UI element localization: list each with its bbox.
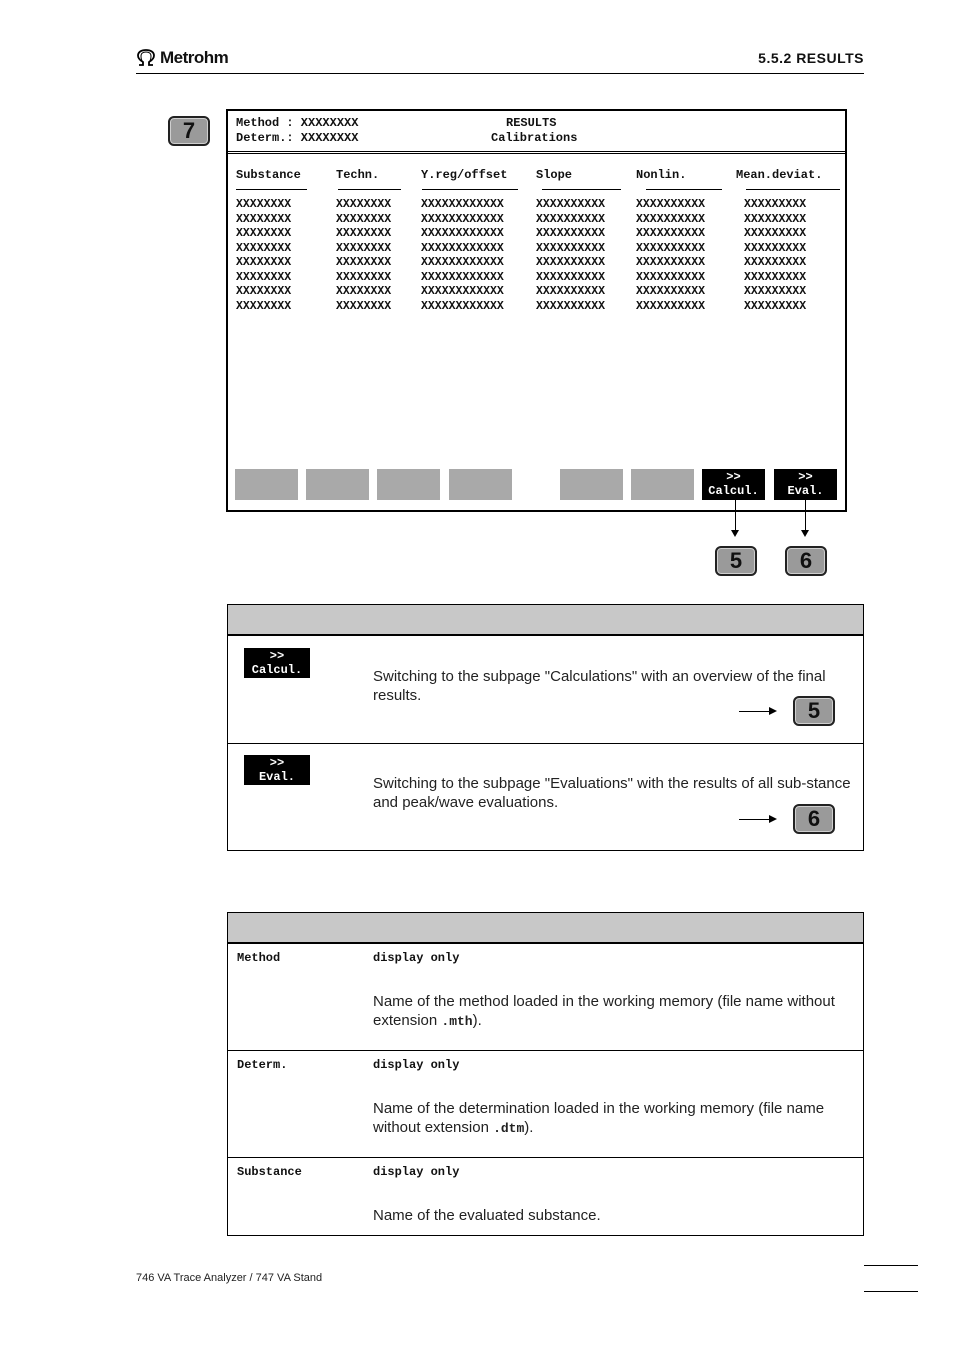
- key-line2: Eval.: [258, 770, 295, 784]
- cell: XXXXXXXXXX: [636, 241, 706, 255]
- softkey-calcul-line2: Calcul.: [708, 484, 759, 498]
- callout-key-5: 5: [715, 546, 757, 576]
- cell: XXXXXXXXXX: [636, 299, 706, 313]
- col-values-yreg: [421, 198, 504, 314]
- col-rule: [422, 189, 518, 190]
- softkey-eval-label: [244, 755, 310, 785]
- callout-key-6: 6: [785, 546, 827, 576]
- parameter-table: [227, 912, 864, 1236]
- param-description: [373, 1206, 858, 1225]
- cell: XXXXXXXXX: [744, 299, 807, 313]
- parameter-table-header: [228, 913, 863, 944]
- col-rule: [646, 189, 722, 190]
- cell: XXXXXXXX: [236, 212, 292, 226]
- ref-line-6: [739, 819, 769, 820]
- softkey-eval-line1: >>: [798, 470, 813, 484]
- method-line: Method : XXXXXXXX: [236, 116, 359, 130]
- col-rule: [236, 189, 307, 190]
- desc-text-end: ).: [472, 1012, 482, 1029]
- cell: XXXXXXXXXXXX: [421, 227, 504, 240]
- softkey-blank-4[interactable]: [449, 469, 512, 500]
- ref-arrow-6: [769, 815, 777, 823]
- softkey-table-header: [228, 605, 863, 636]
- header-divider: [136, 73, 864, 74]
- step-key-badge: 7: [168, 116, 210, 146]
- cell: XXXXXXXXXXXX: [421, 256, 504, 269]
- footer-rule: [864, 1291, 918, 1292]
- cell: XXXXXXXX: [236, 241, 292, 255]
- param-value: display only: [373, 1058, 460, 1072]
- softkey-eval-line2: Eval.: [787, 484, 824, 498]
- softkey-blank-2[interactable]: [306, 469, 369, 500]
- param-name: Substance: [237, 1165, 302, 1179]
- col-head-techn: Techn.: [336, 168, 380, 182]
- cell: XXXXXXXXXXXX: [421, 241, 504, 255]
- determ-line: Determ.: XXXXXXXX: [236, 131, 359, 145]
- omega-logo-icon: [136, 49, 156, 67]
- cell: XXXXXXXXXX: [636, 256, 706, 269]
- param-row-method: [228, 944, 863, 1051]
- cell: XXXXXXXXXX: [536, 227, 606, 240]
- param-description: [373, 1099, 858, 1138]
- callout-line-5: [735, 500, 736, 530]
- cell: XXXXXXXX: [236, 270, 292, 284]
- screen-title: RESULTS: [506, 116, 557, 130]
- extension-code: .mth: [441, 1014, 473, 1029]
- col-head-nonlin: Nonlin.: [636, 168, 687, 182]
- cell: XXXXXXXX: [336, 270, 392, 284]
- param-row-substance: [228, 1158, 863, 1235]
- softkey-row-eval: [228, 744, 863, 850]
- key-line1: >>: [269, 756, 285, 770]
- cell: XXXXXXXXX: [744, 270, 807, 284]
- extension-code: .dtm: [493, 1121, 525, 1136]
- cell: XXXXXXXXX: [744, 241, 807, 255]
- callout-arrow-5: [731, 530, 739, 537]
- desc-text: Name of the evaluated substance.: [373, 1207, 601, 1224]
- cell: XXXXXXXXXX: [536, 212, 606, 226]
- param-name: Determ.: [237, 1058, 288, 1072]
- ref-key-5: 5: [793, 696, 835, 726]
- col-head-slope: Slope: [536, 168, 573, 182]
- ref-line-5: [739, 711, 769, 712]
- col-rule: [338, 189, 401, 190]
- footer-rule: [864, 1265, 918, 1266]
- cell: XXXXXXXX: [236, 198, 292, 211]
- param-description: [373, 992, 858, 1031]
- callout-arrow-6: [801, 530, 809, 537]
- col-rule: [746, 189, 840, 190]
- param-value: display only: [373, 1165, 460, 1179]
- cell: XXXXXXXXX: [744, 285, 807, 298]
- param-row-determ: [228, 1051, 863, 1158]
- screen-header: [228, 111, 845, 154]
- col-values-substance: [236, 198, 291, 314]
- cell: XXXXXXXXX: [744, 198, 807, 211]
- cell: XXXXXXXXXXXX: [421, 285, 504, 298]
- col-values-nonlin: [636, 198, 705, 314]
- col-head-yreg: Y.reg/offset: [421, 168, 508, 182]
- cell: XXXXXXXXXXXX: [421, 299, 504, 313]
- softkey-blank-1[interactable]: [235, 469, 298, 500]
- cell: XXXXXXXXXXXX: [421, 270, 504, 284]
- cell: XXXXXXXXXX: [536, 241, 606, 255]
- cell: XXXXXXXXXXXX: [421, 198, 504, 211]
- softkey-calcul-line1: >>: [726, 470, 741, 484]
- softkey-blank-5[interactable]: [560, 469, 623, 500]
- col-values-meandeviat: [744, 198, 806, 314]
- results-screen: [226, 109, 847, 512]
- cell: XXXXXXXXXXXX: [421, 212, 504, 226]
- section-title: 5.5.2 RESULTS: [758, 50, 864, 66]
- cell: XXXXXXXX: [336, 227, 392, 240]
- desc-text: Name of the method loaded in the working memory (file name without extension: [373, 993, 835, 1029]
- col-head-substance: Substance: [236, 168, 301, 182]
- cell: XXXXXXXX: [236, 227, 292, 240]
- cell: XXXXXXXX: [236, 299, 292, 313]
- brand-name: Metrohm: [160, 48, 229, 67]
- cell: XXXXXXXXXX: [536, 299, 606, 313]
- key-line1: >>: [269, 649, 285, 663]
- screen-subtitle: Calibrations: [491, 131, 578, 145]
- softkey-blank-6[interactable]: [631, 469, 694, 500]
- cell: XXXXXXXX: [236, 256, 292, 269]
- cell: XXXXXXXXXX: [636, 227, 706, 240]
- cell: XXXXXXXXXX: [636, 285, 706, 298]
- ref-key-6: 6: [793, 804, 835, 834]
- softkey-calcul[interactable]: [702, 469, 765, 500]
- cell: XXXXXXXXXX: [636, 198, 706, 211]
- cell: XXXXXXXX: [336, 256, 392, 269]
- cell: XXXXXXXXXX: [536, 285, 606, 298]
- cell: XXXXXXXXXX: [536, 256, 606, 269]
- cell: XXXXXXXX: [336, 212, 392, 226]
- col-values-techn: [336, 198, 391, 314]
- softkey-blank-3[interactable]: [377, 469, 440, 500]
- softkey-table: [227, 604, 864, 851]
- param-value: display only: [373, 951, 460, 965]
- cell: XXXXXXXXX: [744, 227, 807, 240]
- cell: XXXXXXXX: [236, 285, 292, 298]
- col-head-meandeviat: Mean.deviat.: [736, 168, 823, 182]
- param-name: Method: [237, 951, 281, 965]
- ref-arrow-5: [769, 707, 777, 715]
- footer-text: 746 VA Trace Analyzer / 747 VA Stand: [136, 1272, 323, 1284]
- cell: XXXXXXXXXX: [536, 198, 606, 211]
- cell: XXXXXXXX: [336, 241, 392, 255]
- softkey-row-calcul: [228, 636, 863, 744]
- cell: XXXXXXXXXX: [636, 212, 706, 226]
- cell: XXXXXXXXXX: [536, 270, 606, 284]
- desc-text: Name of the determination loaded in the working memory (file name without extension: [373, 1100, 825, 1136]
- cell: XXXXXXXX: [336, 299, 392, 313]
- softkey-calcul-label: [244, 648, 310, 678]
- cell: XXXXXXXXXX: [636, 270, 706, 284]
- cell: XXXXXXXXX: [744, 256, 807, 269]
- cell: XXXXXXXX: [336, 198, 392, 211]
- softkey-eval[interactable]: [774, 469, 837, 500]
- cell: XXXXXXXXX: [744, 212, 807, 226]
- softkey-calcul-description: Switching to the subpage "Calculations" with an overview of the final results.: [373, 668, 826, 704]
- metrohm-logo: [136, 48, 228, 68]
- callout-line-6: [805, 500, 806, 530]
- desc-text-end: ).: [524, 1119, 534, 1136]
- key-line2: Calcul.: [251, 663, 303, 677]
- col-values-slope: [536, 198, 605, 314]
- softkey-eval-description: Switching to the subpage "Evaluations" with the results of all sub-stance and peak/wave evaluations.: [373, 775, 851, 811]
- col-rule: [542, 189, 621, 190]
- cell: XXXXXXXX: [336, 285, 392, 298]
